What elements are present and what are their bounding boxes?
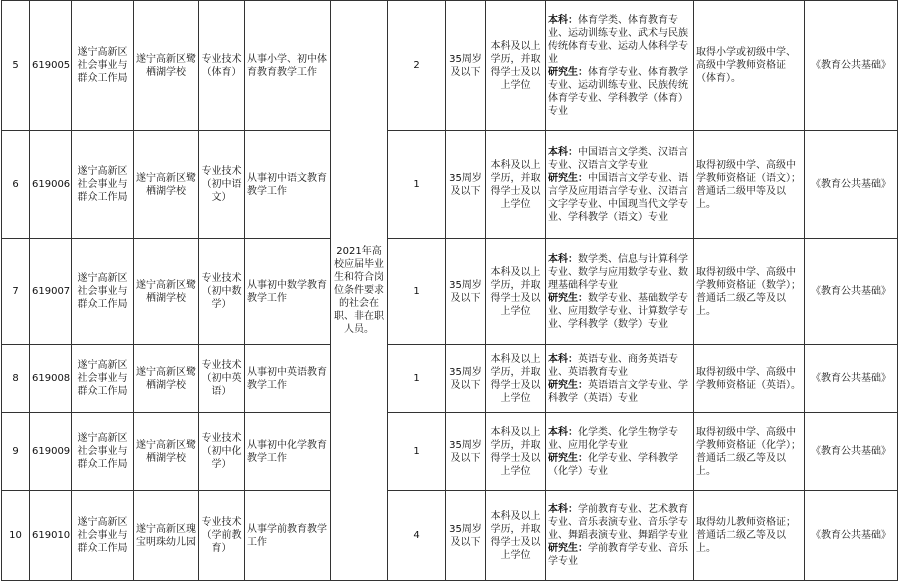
- postgrad-label: 研究生：: [548, 452, 588, 464]
- hiring-unit: 遂宁高新区鹭栖湖学校: [134, 345, 199, 413]
- education-requirement: 本科及以上学历，并取得学士及以上学位: [486, 1, 546, 131]
- row-number: 9: [2, 413, 30, 491]
- job-duty: 从事学前教育教学工作: [245, 491, 331, 581]
- postgrad-majors: 化学专业、学科教学（化学）专业: [548, 452, 678, 477]
- post-type: 专业技术（初中语文）: [199, 131, 245, 239]
- department: 遂宁高新区社会事业与群众工作局: [72, 1, 134, 131]
- headcount: 1: [388, 345, 446, 413]
- major-requirement: [546, 239, 694, 345]
- hiring-unit: 遂宁高新区鹭栖湖学校: [134, 131, 199, 239]
- job-duty: 从事初中化学教育教学工作: [245, 413, 331, 491]
- headcount: 4: [388, 491, 446, 581]
- other-requirements: 取得初级中学、高级中学教师资格证（数学）；普通话二级乙等及以上。: [694, 239, 805, 345]
- headcount: 1: [388, 131, 446, 239]
- table-row: [2, 131, 898, 239]
- hiring-unit: 遂宁高新区鹭栖湖学校: [134, 413, 199, 491]
- headcount: 1: [388, 239, 446, 345]
- hiring-unit: 遂宁高新区鹭栖湖学校: [134, 1, 199, 131]
- undergrad-label: 本科：: [548, 253, 578, 265]
- post-type: 专业技术（学前教育）: [199, 491, 245, 581]
- postgrad-majors: 学前教育学专业、音乐学专业: [548, 543, 688, 567]
- target-applicants: 2021年高校应届毕业生和符合岗位条件要求的社会在职、非在职人员。: [331, 1, 388, 581]
- job-duty: 从事初中数学教育教学工作: [245, 239, 331, 345]
- job-duty: 从事初中英语教育教学工作: [245, 345, 331, 413]
- other-requirements: 取得初级中学、高级中学教师资格证（语文）；普通话二级甲等及以上。: [694, 131, 805, 239]
- undergrad-majors: 数学类、信息与计算科学专业、数学与应用数学专业、数理基础科学专业: [548, 253, 688, 291]
- major-requirement: [546, 491, 694, 581]
- age-requirement: 35周岁及以下: [446, 491, 486, 581]
- postgrad-majors: 中国语言文学专业、语言学及应用语言学专业、汉语言文字学专业、中国现当代文学专业、学科教学（语文）专业: [548, 172, 688, 223]
- education-requirement: 本科及以上学历，并取得学士及以上学位: [486, 131, 546, 239]
- other-requirements: 取得初级中学、高级中学教师资格证（英语）。: [694, 345, 805, 413]
- undergrad-label: 本科：: [548, 353, 578, 365]
- headcount: 1: [388, 413, 446, 491]
- job-duty: 从事初中语文教育教学工作: [245, 131, 331, 239]
- row-number: 5: [2, 1, 30, 131]
- row-number: 6: [2, 131, 30, 239]
- undergrad-label: 本科：: [548, 504, 578, 515]
- undergrad-label: 本科：: [548, 14, 578, 26]
- age-requirement: 35周岁及以下: [446, 413, 486, 491]
- post-type: 专业技术（初中数学）: [199, 239, 245, 345]
- undergrad-majors: 体育学类、体育教育专业、运动训练专业、武术与民族传统体育专业、运动人体科学专业: [548, 14, 688, 65]
- undergrad-majors: 化学类、化学生物学专业、应用化学专业: [548, 426, 678, 451]
- hiring-unit: 遂宁高新区鹭栖湖学校: [134, 239, 199, 345]
- postgrad-label: 研究生：: [548, 66, 588, 78]
- postgrad-label: 研究生：: [548, 292, 588, 304]
- undergrad-majors: 学前教育专业、艺术教育专业、音乐表演专业、音乐学专业、舞蹈表演专业、舞蹈学专业: [548, 504, 688, 541]
- post-code: 619009: [30, 413, 72, 491]
- postgrad-label: 研究生：: [548, 379, 588, 391]
- post-code: 619005: [30, 1, 72, 131]
- department: 遂宁高新区社会事业与群众工作局: [72, 345, 134, 413]
- undergrad-majors: 中国语言文学类、汉语言专业、汉语言文学专业: [548, 146, 688, 171]
- post-type: 专业技术（初中化学）: [199, 413, 245, 491]
- table-row: [2, 413, 898, 491]
- postgrad-majors: 英语语言文学专业、学科教学（英语）专业: [548, 379, 688, 404]
- education-requirement: 本科及以上学历，并取得学士及以上学位: [486, 345, 546, 413]
- row-number: 8: [2, 345, 30, 413]
- row-number: 7: [2, 239, 30, 345]
- hiring-unit: 遂宁高新区瑰宝明珠幼儿园: [134, 491, 199, 581]
- education-requirement: 本科及以上学历，并取得学士及以上学位: [486, 239, 546, 345]
- major-requirement: [546, 1, 694, 131]
- other-requirements: 取得初级中学、高级中学教师资格证（化学）；普通话二级乙等及以上。: [694, 413, 805, 491]
- major-requirement: [546, 413, 694, 491]
- other-requirements: 取得幼儿教师资格证；普通话二级乙等及以上。: [694, 491, 805, 581]
- headcount: 2: [388, 1, 446, 131]
- age-requirement: 35周岁及以下: [446, 345, 486, 413]
- department: 遂宁高新区社会事业与群众工作局: [72, 491, 134, 581]
- post-code: 619010: [30, 491, 72, 581]
- post-type: 专业技术（初中英语）: [199, 345, 245, 413]
- table-row: [2, 491, 898, 581]
- post-code: 619006: [30, 131, 72, 239]
- department: 遂宁高新区社会事业与群众工作局: [72, 131, 134, 239]
- major-requirement: [546, 345, 694, 413]
- education-requirement: 本科及以上学历，并取得学士及以上学位: [486, 413, 546, 491]
- postgrad-majors: 体育学专业、体育教学专业、运动训练专业、民族传统体育学专业、学科教学（体育）专业: [548, 66, 688, 117]
- postgrad-majors: 数学专业、基础数学专业、应用数学专业、计算数学专业、学科教学（数学）专业: [548, 292, 688, 330]
- recruitment-table: [1, 0, 898, 581]
- age-requirement: 35周岁及以下: [446, 131, 486, 239]
- other-requirements: 取得小学或初级中学、高级中学教师资格证（体育）。: [694, 1, 805, 131]
- age-requirement: 35周岁及以下: [446, 239, 486, 345]
- department: 遂宁高新区社会事业与群众工作局: [72, 413, 134, 491]
- exam-subject: 《教育公共基础》: [805, 239, 898, 345]
- undergrad-majors: 英语专业、商务英语专业、英语教育专业: [548, 353, 678, 378]
- row-number: 10: [2, 491, 30, 581]
- post-code: 619007: [30, 239, 72, 345]
- education-requirement: 本科及以上学历，并取得学士及以上学位: [486, 491, 546, 581]
- post-type: 专业技术（体育）: [199, 1, 245, 131]
- department: 遂宁高新区社会事业与群众工作局: [72, 239, 134, 345]
- table-row: [2, 345, 898, 413]
- exam-subject: 《教育公共基础》: [805, 413, 898, 491]
- undergrad-label: 本科：: [548, 426, 578, 438]
- postgrad-label: 研究生：: [548, 172, 588, 184]
- age-requirement: 35周岁及以下: [446, 1, 486, 131]
- job-duty: 从事小学、初中体育教育教学工作: [245, 1, 331, 131]
- undergrad-label: 本科：: [548, 146, 578, 158]
- postgrad-label: 研究生：: [548, 543, 588, 554]
- post-code: 619008: [30, 345, 72, 413]
- exam-subject: 《教育公共基础》: [805, 131, 898, 239]
- exam-subject: 《教育公共基础》: [805, 345, 898, 413]
- major-requirement: [546, 131, 694, 239]
- table-row: [2, 239, 898, 345]
- exam-subject: 《教育公共基础》: [805, 491, 898, 581]
- exam-subject: 《教育公共基础》: [805, 1, 898, 131]
- table-row: [2, 1, 898, 131]
